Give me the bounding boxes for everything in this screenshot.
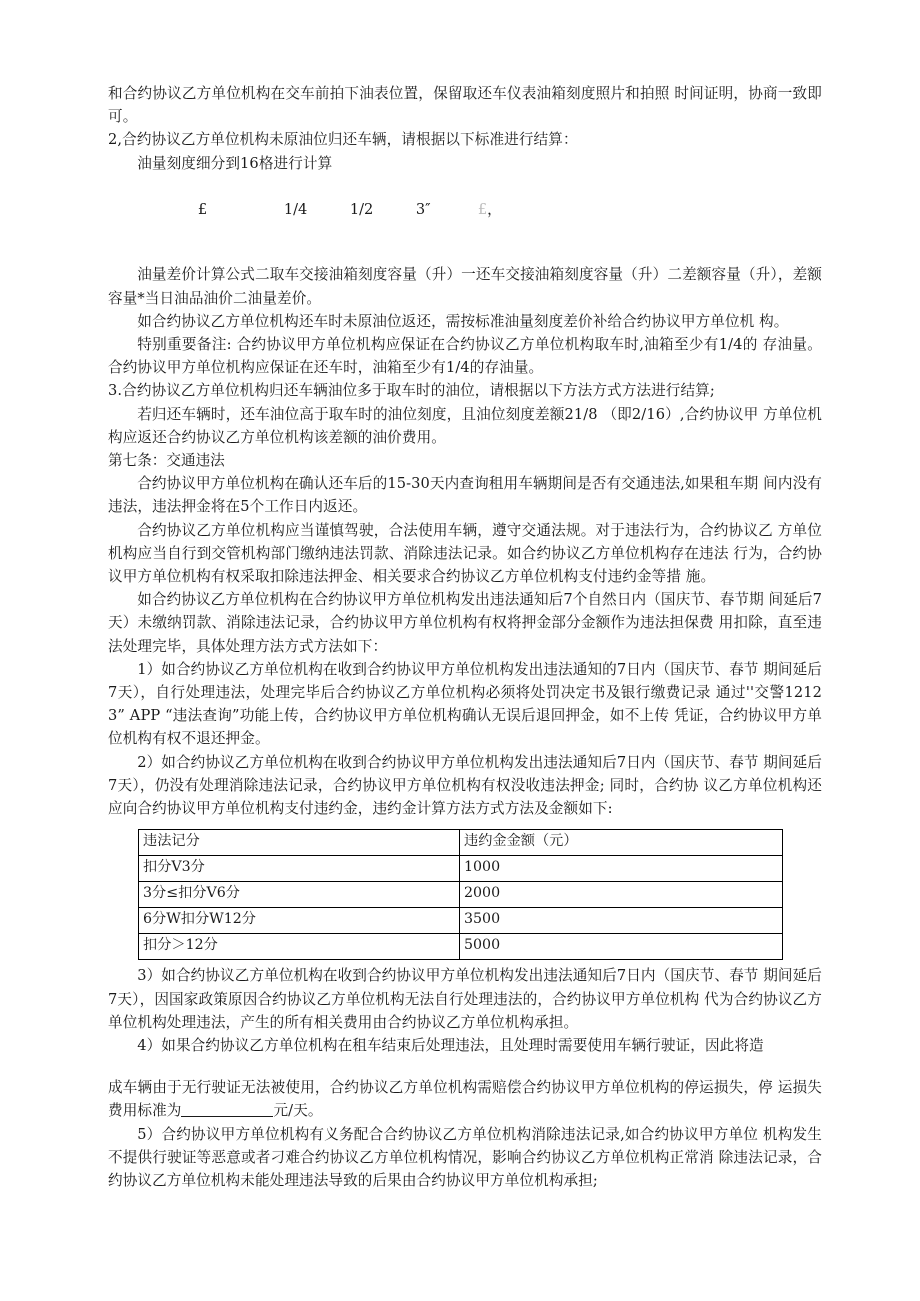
paragraph-excess-fuel-refund: 若归还车辆时，还车油位高于取车时的油位刻度，且油位刻度差额21/8 （即2/16）,合约协议甲 方单位机构应返还合约协议乙方单位机构该差额的油价费用。 — [108, 405, 822, 446]
paragraph-important-note: 特别重要备注: 合约协议甲方单位机构应保证在合约协议乙方单位机构取车时,油箱至少有1/4的 存油量。合约协议甲方单位机构应保证在还车时，油箱至少有1/4的存油量。 — [108, 336, 822, 377]
table-row — [139, 934, 783, 960]
scale-mark-faint-pound: £ — [477, 201, 488, 219]
paragraph-clause-1: 1）如合约协议乙方单位机构在收到合约协议甲方单位机构发出违法通知的7日内（国庆节、春节 期间延后7天），自行处理违法，处理完毕后合约协议乙方单位机构必须将处罚决定书及银行缴费记录 通过''交警12123” APP “违法查询”功能上传，合约协议甲方单位机构确认无误后退回押金，如不上传 凭证，合约协议甲方单位机构有权不退还押金。 — [108, 660, 822, 748]
paragraph-item-3: 3.合约协议乙方单位机构归还车辆油位多于取车时的油位，请根据以下方法方式方法进行结算; — [108, 382, 715, 400]
scale-mark-pound: £ — [197, 201, 208, 219]
paragraph-safe-driving-obligation: 合约协议乙方单位机构应当谨慎驾驶，合法使用车辆，遵守交通法规。对于违法行为，合约协议乙 方单位机构应当自行到交管机构部门缴纳违法罚款、消除违法记录。如合约协议乙方单位机构存在违法 行为，合约协议甲方单位机构有权采取扣除违法押金、相关要求合约协议乙方单位机构支付违约金等措 施。 — [108, 521, 822, 586]
table-cell-points: 扣分＞12分 — [139, 934, 460, 960]
table-cell-points: 6分W扣分W12分 — [139, 908, 460, 934]
table-cell-amount: 2000 — [460, 882, 783, 908]
document-body — [108, 82, 822, 1192]
fuel-gauge-scale-marks — [108, 175, 822, 245]
scale-mark-quarter: 1/4 — [283, 201, 308, 219]
table-row — [139, 908, 783, 934]
paragraph-clause-5: 5）合约协议甲方单位机构有义务配合合约协议乙方单位机构消除违法记录,如合约协议甲方单位 机构发生不提供行驶证等恶意或者刁难合约协议乙方单位机构情况，影响合约协议乙方单位机构正常消 除违法记录，合约协议乙方单位机构未能处理违法导致的后果由合约协议甲方单位机构承担; — [108, 1125, 822, 1189]
scale-mark-half: 1/2 — [349, 201, 374, 219]
table-cell-amount: 3500 — [460, 908, 783, 934]
penalty-table — [138, 829, 783, 960]
paragraph-fuel-scale-note: 油量刻度细分到16格进行计算 — [137, 154, 333, 172]
table-row-header — [139, 830, 783, 856]
table-cell-amount: 1000 — [460, 856, 783, 882]
scale-mark-three-quarter: 3″ — [415, 201, 431, 219]
paragraph-violation-query: 合约协议甲方单位机构在确认还车后的15-30天内查询租用车辆期间是否有交通违法,如果租车期 间内没有违法，违法押金将在5个工作日内返还。 — [108, 475, 822, 516]
paragraph-deposit-deduction: 如合约协议乙方单位机构在合约协议甲方单位机构发出违法通知后7个自然日内（国庆节、春节期 间延后7天）未缴纳罚款、消除违法记录，合约协议甲方单位机构有权将押金部分金额作为违法担保费 用扣除，直至违法处理完毕，具体处理方法方式方法如下： — [108, 591, 822, 655]
paragraph-clause-4: 4）如果合约协议乙方单位机构在租车结束后处理违法，且处理时需要使用车辆行驶证，因此将造 — [137, 1036, 764, 1054]
table-header-penalty-amount: 违约金金额（元） — [460, 830, 783, 856]
downtime-fee-blank-field[interactable] — [181, 1102, 273, 1117]
downtime-loss-suffix: 元/天。 — [273, 1102, 323, 1120]
table-cell-points: 3分≤扣分V6分 — [139, 882, 460, 908]
table-row — [139, 856, 783, 882]
table-row — [139, 882, 783, 908]
penalty-table-wrapper — [138, 829, 782, 960]
scale-mark-comma: ， — [487, 201, 502, 219]
section-heading-article-seven: 第七条：交通违法 — [108, 452, 225, 470]
paragraph-clause-3: 3）如合约协议乙方单位机构在收到合约协议甲方单位机构发出违法通知后7日内（国庆节、春节 期间延后7天），因国家政策原因合约协议乙方单位机构无法自行处理违法的，合约协议甲方单位机构 代为合约协议乙方单位机构处理违法，产生的所有相关费用由合约协议乙方单位机构承担。 — [108, 967, 822, 1031]
paragraph-continuation-top: 和合约协议乙方单位机构在交车前拍下油表位置，保留取还车仪表油箱刻度照片和拍照 时间证明，协商一致即可。 — [108, 85, 822, 126]
downtime-loss-prefix: 成车辆由于无行驶证无法被使用，合约协议乙方单位机构需赔偿合约协议甲方单位机构的停运损失，停 运损失费用标准为 — [108, 1079, 822, 1120]
table-cell-points: 扣分V3分 — [139, 856, 460, 882]
paragraph-item-2: 2,合约协议乙方单位机构未原油位归还车辆，请根据以下标准进行结算： — [108, 131, 578, 149]
paragraph-return-fuel-difference: 如合约协议乙方单位机构还车时未原油位返还，需按标准油量刻度差价补给合约协议甲方单位机 构。 — [137, 312, 789, 330]
paragraph-fuel-price-formula: 油量差价计算公式二取车交接油箱刻度容量（升）一还车交接油箱刻度容量（升）二差额容量（升），差额容量*当日油品油价二油量差价。 — [108, 266, 822, 307]
table-header-demerit-points: 违法记分 — [139, 830, 460, 856]
table-cell-amount: 5000 — [460, 934, 783, 960]
paragraph-downtime-loss — [108, 1076, 822, 1122]
paragraph-clause-2: 2）如合约协议乙方单位机构在收到合约协议甲方单位机构发出违法通知后7日内（国庆节、春节 期间延后7天），仍没有处理消除违法记录，合约协议甲方单位机构有权没收违法押金; 同时，合约协 议乙方单位机构还应向合约协议甲方单位机构支付违约金，违约金计算方法方式方法及金额如下: — [108, 753, 822, 818]
